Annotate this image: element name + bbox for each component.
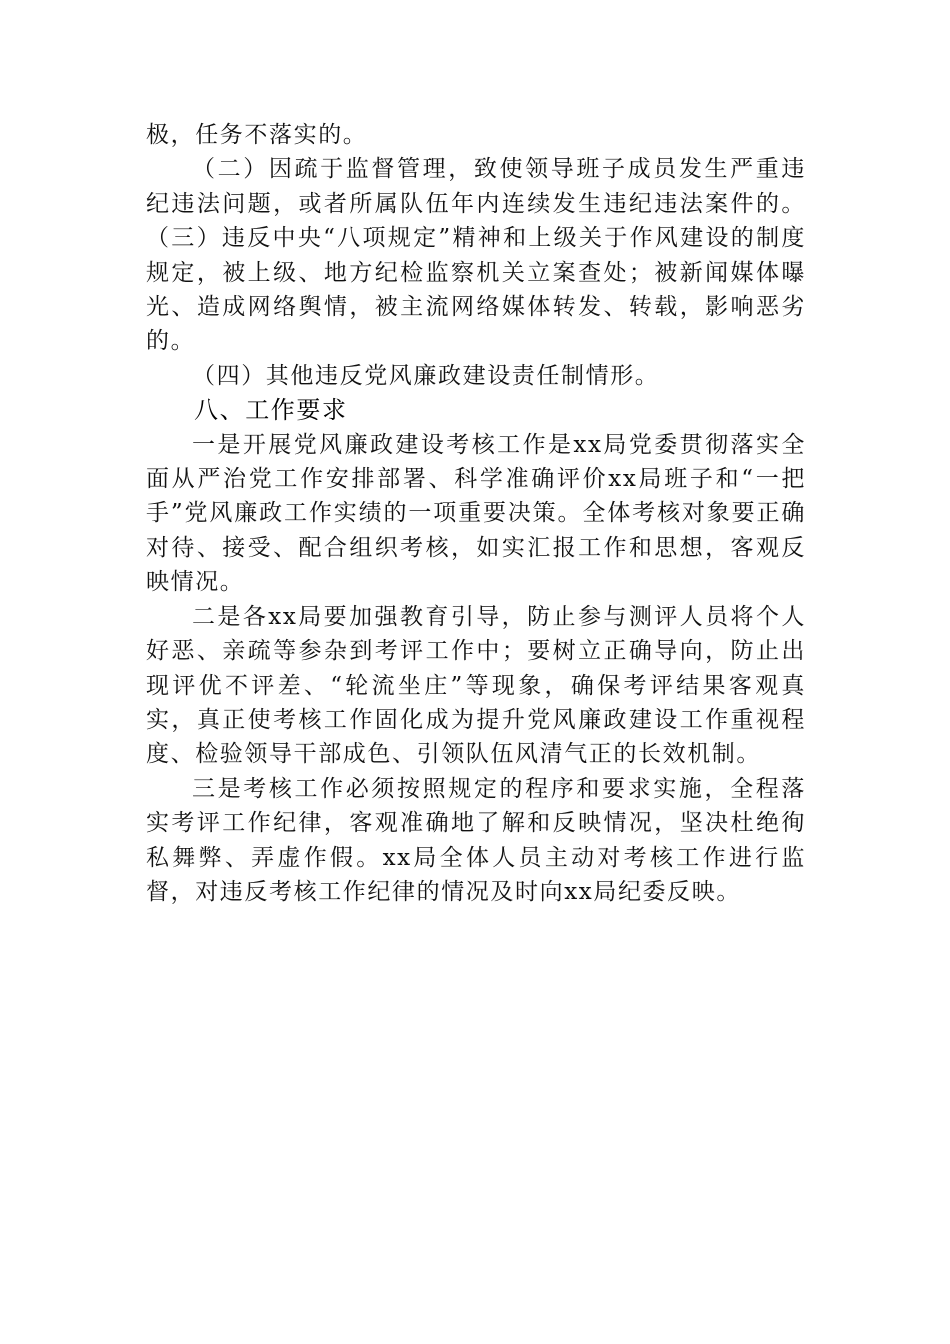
section-heading-work-requirements: 八、工作要求 xyxy=(194,396,348,425)
paragraph-requirement-1: 一是开展党风廉政建设考核工作是xx局党委贯彻落实全面从严治党工作安排部署、科学准确评价xx局班子和“一把手”党风廉政工作实绩的一项重要决策。全体考核对象要正确对待、接受、配合组织考核，如实汇报工作和思想，客观反映情况。 xyxy=(146,431,806,596)
paragraph-item-4: （四）其他违反党风廉政建设责任制情形。 xyxy=(192,362,660,389)
paragraph-item-2-and-3: （二）因疏于监督管理，致使领导班子成员发生严重违纪违法问题，或者所属队伍年内连续发生违纪违法案件的。（三）违反中央“八项规定”精神和上级关于作风建设的制度规定，被上级、地方纪检监察机关立案查处；被新闻媒体曝光、造成网络舆情，被主流网络媒体转发、转载，影响恶劣的。 xyxy=(146,156,806,355)
paragraph-requirement-2: 二是各xx局要加强教育引导，防止参与测评人员将个人好恶、亲疏等参杂到考评工作中；要树立正确导向，防止出现评优不评差、“轮流坐庄”等现象，确保考评结果客观真实，真正使考核工作固化成为提升党风廉政建设工作重视程度、检验领导干部成色、引领队伍风清气正的长效机制。 xyxy=(146,603,806,768)
paragraph-requirement-3: 三是考核工作必须按照规定的程序和要求实施，全程落实考评工作纪律，客观准确地了解和反映情况，坚决杜绝徇私舞弊、弄虚作假。xx局全体人员主动对考核工作进行监督，对违反考核工作纪律的情况及时向xx局纪委反映。 xyxy=(146,775,806,905)
paragraph-continuation: 极，任务不落实的。 xyxy=(146,122,368,148)
document-body xyxy=(146,118,806,909)
